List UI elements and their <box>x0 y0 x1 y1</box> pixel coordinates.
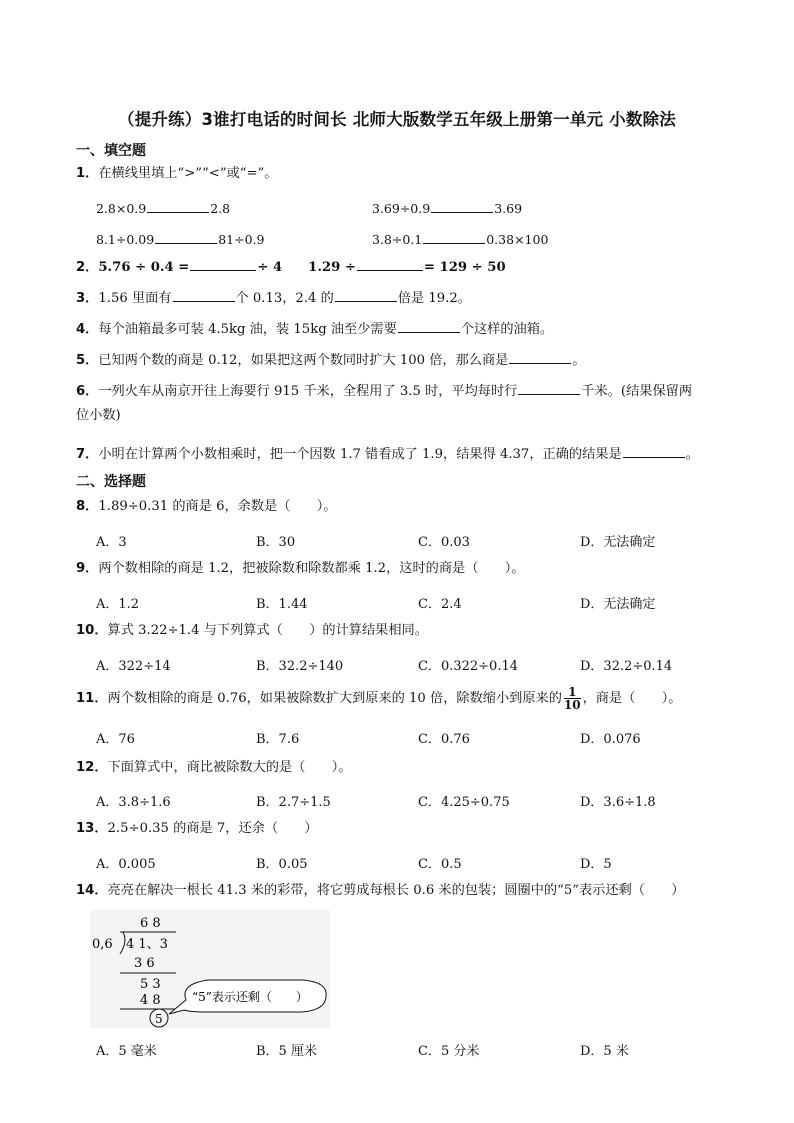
question-10 <box>76 621 428 641</box>
expr-b-left: 1.29 ÷ <box>308 260 356 275</box>
question-text: 一列火车从南京开往上海要行 915 千米，全程用了 3.5 时，平均每时行 <box>98 384 518 399</box>
option-c[interactable]: C．0.03 <box>418 535 470 550</box>
answer-blank[interactable] <box>623 445 685 458</box>
bubble-text: “5”表示还剩（ ） <box>192 990 308 1004</box>
question-number: 7． <box>76 447 99 462</box>
question-number: 12． <box>76 760 108 775</box>
remainder: 5 <box>155 1012 163 1026</box>
question-text: 2.5÷0.35 的商是 7，还余（ ） <box>107 821 318 836</box>
option-a[interactable]: A．3 <box>96 535 127 550</box>
option-b[interactable]: B．30 <box>256 535 296 550</box>
option-a[interactable]: A．0.005 <box>96 857 156 872</box>
fraction <box>564 686 581 711</box>
question-text: 每个油箱最多可装 4.5kg 油，装 15kg 油至少需要 <box>98 322 397 337</box>
question-text: 。 <box>572 353 586 368</box>
option-c[interactable]: C．0.5 <box>418 857 462 872</box>
question-text: 位小数) <box>76 408 121 423</box>
answer-blank[interactable] <box>155 231 217 244</box>
expr-left: 8.1÷0.09 <box>96 232 155 247</box>
option-b[interactable]: B．7.6 <box>256 732 300 747</box>
question-text: 千米。(结果保留两 <box>581 384 693 399</box>
option-d[interactable]: D．5 米 <box>580 1044 629 1059</box>
expr-b-right: = 129 ÷ 50 <box>423 260 506 275</box>
question-text: 。 <box>685 447 699 462</box>
question-text: 下面算式中，商比被除数大的是（ ）。 <box>107 760 352 775</box>
q1-item-3 <box>96 231 264 247</box>
option-d[interactable]: D．5 <box>580 857 612 872</box>
option-d[interactable]: D．0.076 <box>580 732 641 747</box>
answer-blank[interactable] <box>423 231 485 244</box>
question-number: 4． <box>76 322 99 337</box>
question-2 <box>76 258 506 278</box>
option-c[interactable]: C．0.76 <box>418 732 470 747</box>
question-3 <box>76 289 471 309</box>
question-text: 个这样的油箱。 <box>460 322 554 337</box>
question-text: 两个数相除的商是 1.2，把被除数和除数都乘 1.2，这时的商是（ ）。 <box>98 561 525 576</box>
question-6 <box>76 382 692 402</box>
question-9 <box>76 559 525 579</box>
question-text: ，商是（ ）。 <box>582 691 682 706</box>
partial-dividend: 5 3 <box>140 977 161 992</box>
question-number: 6． <box>76 384 99 399</box>
q1-item-1 <box>96 200 230 216</box>
question-8 <box>76 497 337 517</box>
option-d[interactable]: D．无法确定 <box>580 597 656 612</box>
question-number: 14． <box>76 883 108 898</box>
question-1 <box>76 164 277 184</box>
question-7 <box>76 445 699 465</box>
expr-left: 2.8×0.9 <box>96 201 147 216</box>
question-number: 13． <box>76 821 108 836</box>
option-c[interactable]: C．4.25÷0.75 <box>418 795 510 810</box>
question-text: 两个数相除的商是 0.76，如果被除数扩大到原来的 10 倍，除数缩小到原来的 <box>107 691 562 706</box>
q1-item-4 <box>372 231 548 247</box>
expr-right: 81÷0.9 <box>218 232 265 247</box>
option-c[interactable]: C．5 分米 <box>418 1044 480 1059</box>
question-number: 9． <box>76 561 99 576</box>
option-c[interactable]: C．0.322÷0.14 <box>418 659 519 674</box>
question-text: 1.89÷0.31 的商是 6，余数是（ ）。 <box>98 499 337 514</box>
expr-right: 3.69 <box>494 201 523 216</box>
question-number: 11． <box>76 691 108 706</box>
question-5 <box>76 351 586 371</box>
option-d[interactable]: D．32.2÷0.14 <box>580 659 673 674</box>
subtract-step-1: 3 6 <box>134 956 155 971</box>
subtract-step-2: 4 8 <box>140 993 161 1008</box>
question-text: 已知两个数的商是 0.12，如果把这两个数同时扩大 100 倍，那么商是 <box>98 353 509 368</box>
option-b[interactable]: B．5 厘米 <box>256 1044 317 1059</box>
option-a[interactable]: A．76 <box>96 732 135 747</box>
question-4 <box>76 320 553 340</box>
answer-blank[interactable] <box>173 289 235 302</box>
answer-blank[interactable] <box>147 200 209 213</box>
section-choice-heading: 二、选择题 <box>76 474 146 490</box>
option-d[interactable]: D．3.6÷1.8 <box>580 795 656 810</box>
option-c[interactable]: C．2.4 <box>418 597 462 612</box>
option-b[interactable]: B．1.44 <box>256 597 308 612</box>
expr-a-right: ÷ 4 <box>257 260 283 275</box>
option-a[interactable]: A．1.2 <box>96 597 140 612</box>
option-b[interactable]: B．0.05 <box>256 857 308 872</box>
option-d[interactable]: D．无法确定 <box>580 535 656 550</box>
question-text: 算式 3.22÷1.4 与下列算式（ ）的计算结果相同。 <box>107 623 428 638</box>
option-a[interactable]: A．322÷14 <box>96 659 171 674</box>
divisor: 0,6 <box>92 937 113 952</box>
question-number: 2． <box>76 260 99 275</box>
question-text: 1.56 里面有 <box>98 291 172 306</box>
answer-blank[interactable] <box>335 289 397 302</box>
question-number: 5． <box>76 353 99 368</box>
answer-blank[interactable] <box>190 258 256 271</box>
section-fill-heading: 一、填空题 <box>76 143 146 159</box>
dividend: 4 1、3 <box>126 937 168 952</box>
long-division-diagram <box>90 910 330 1028</box>
question-text: 亮亮在解决一根长 41.3 米的彩带，将它剪成每根长 0.6 米的包装；圆圈中的“5”表示还剩（ ） <box>107 883 685 898</box>
q1-item-2 <box>372 200 522 216</box>
question-13 <box>76 819 318 839</box>
answer-blank[interactable] <box>509 351 571 364</box>
fraction-denominator: 10 <box>563 698 581 712</box>
quotient: 6 8 <box>140 916 161 931</box>
fraction-numerator: 1 <box>568 685 577 699</box>
answer-blank[interactable] <box>357 258 423 271</box>
question-number: 1． <box>76 166 99 181</box>
question-11 <box>76 686 682 711</box>
option-b[interactable]: B．32.2÷140 <box>256 659 344 674</box>
question-text: 倍是 19.2。 <box>397 291 471 306</box>
page-title: （提升练）3谁打电话的时间长 北师大版数学五年级上册第一单元 小数除法 <box>118 110 676 129</box>
expr-a-left: 5.76 ÷ 0.4 = <box>98 260 190 275</box>
question-14 <box>76 881 684 901</box>
answer-blank[interactable] <box>398 320 460 333</box>
question-6-cont <box>76 406 121 426</box>
answer-blank[interactable] <box>518 382 580 395</box>
option-a[interactable]: A．3.8÷1.6 <box>96 795 171 810</box>
question-12 <box>76 758 352 778</box>
expr-left: 3.69÷0.9 <box>372 201 431 216</box>
question-number: 3． <box>76 291 99 306</box>
expr-right: 2.8 <box>210 201 231 216</box>
question-number: 10． <box>76 623 108 638</box>
long-division-figure <box>90 910 330 1028</box>
question-text: 小明在计算两个小数相乘时，把一个因数 1.7 错看成了 1.9，结果得 4.37，正确的结果是 <box>98 447 622 462</box>
question-number: 8． <box>76 499 99 514</box>
option-b[interactable]: B．2.7÷1.5 <box>256 795 331 810</box>
expr-right: 0.38×100 <box>486 232 549 247</box>
option-a[interactable]: A．5 毫米 <box>96 1044 157 1059</box>
answer-blank[interactable] <box>431 200 493 213</box>
question-text: 在横线里填上“>”“<”或“=”。 <box>98 166 278 181</box>
question-text: 个 0.13，2.4 的 <box>235 291 334 306</box>
expr-left: 3.8÷0.1 <box>372 232 423 247</box>
